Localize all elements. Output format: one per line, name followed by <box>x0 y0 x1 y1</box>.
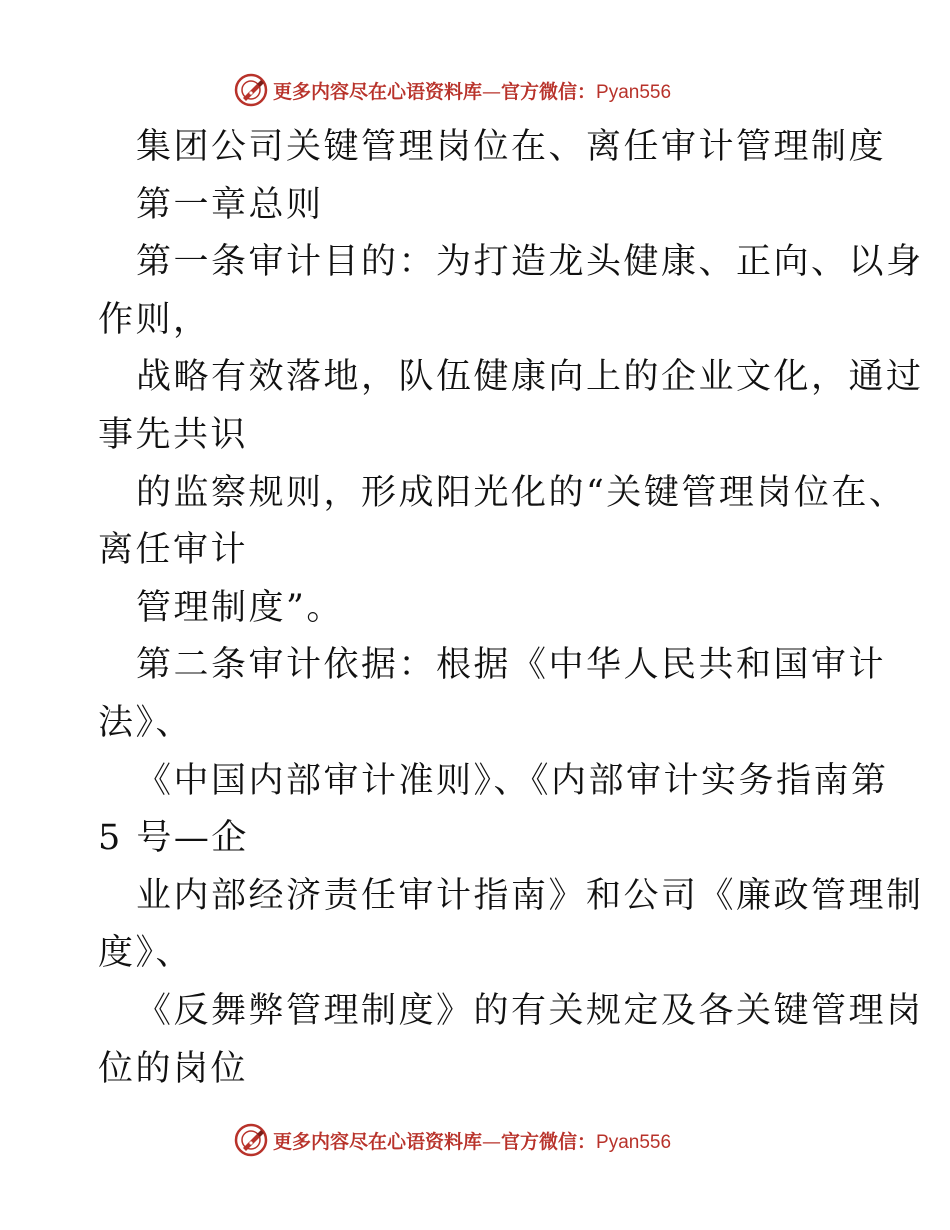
document-line: 战略有效落地，队伍健康向上的企业文化，通过 <box>136 357 924 398</box>
document-line: 《中国内部审计准则》、《内部审计实务指南第 <box>136 760 889 801</box>
document-line: 的监察规则，形成阳光化的“关键管理岗位在、 <box>136 472 907 513</box>
document-line: 作则， <box>98 299 211 340</box>
document-line: 《反舞弊管理制度》的有关规定及各关键管理岗 <box>136 990 924 1031</box>
document-line: 集团公司关键管理岗位在、离任审计管理制度 <box>136 127 887 167</box>
watermark-wechat-label: 官方微信： <box>501 80 597 103</box>
document-line: 业内部经济责任审计指南》和公司《廉政管理制 <box>136 875 924 916</box>
footer-watermark <box>233 1120 733 1160</box>
watermark-main-text: 更多内容尽在心语资料库 <box>273 1130 483 1153</box>
watermark-wechat-id: Pyan556 <box>596 1131 672 1153</box>
document-line: 法》、 <box>98 702 194 743</box>
watermark-separator: — <box>482 1130 502 1153</box>
document-line: 第二条审计依据：根据《中华人民共和国审计 <box>136 645 887 686</box>
watermark-separator: — <box>482 80 502 103</box>
document-line: 离任审计 <box>98 530 249 571</box>
document-line: 位的岗位 <box>98 1048 249 1089</box>
document-line: 管理制度”。 <box>136 587 344 628</box>
document-line: 5 号—企 <box>98 818 249 859</box>
document-body <box>98 119 924 1098</box>
pen-nib-logo-icon <box>233 1122 269 1158</box>
document-line: 度》、 <box>98 933 194 974</box>
pen-nib-logo-icon <box>233 72 269 108</box>
watermark-wechat-id: Pyan556 <box>596 81 672 103</box>
document-line: 第一章总则 <box>136 184 324 225</box>
document-line: 第一条审计目的：为打造龙头健康、正向、以身 <box>136 242 924 283</box>
watermark-wechat-label: 官方微信： <box>501 1130 597 1153</box>
header-watermark <box>233 70 733 110</box>
watermark-text <box>273 1127 671 1154</box>
watermark-text <box>273 77 671 104</box>
watermark-main-text: 更多内容尽在心语资料库 <box>273 80 483 103</box>
document-line: 事先共识 <box>98 414 249 455</box>
